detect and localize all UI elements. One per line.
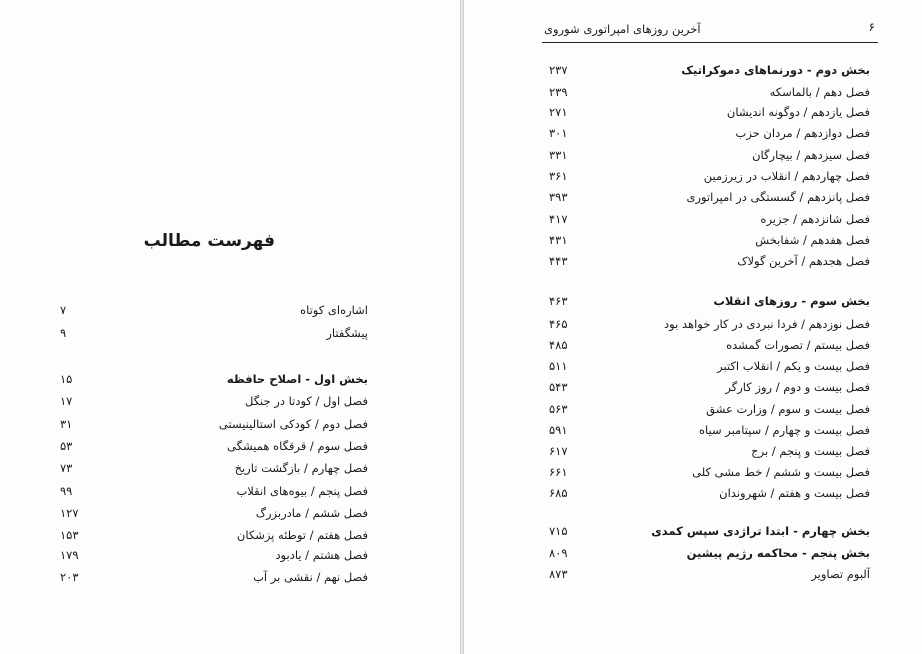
toc-entry-page-number: ۵۹۱ (549, 423, 568, 437)
toc-entry-page-number: ۷ (60, 303, 67, 317)
toc-entry-page-number: ۲۳۷ (549, 63, 568, 77)
toc-chapter-row (464, 85, 922, 105)
toc-entry-page-number: ۷۳ (60, 461, 73, 475)
toc-entry-label: فصل هشتم / یادبود (275, 548, 368, 562)
toc-entry-page-number: ۳۶۱ (549, 169, 568, 183)
toc-entry-page-number: ۵۴۳ (549, 380, 568, 394)
toc-section-row (464, 546, 922, 566)
toc-entry-label: فصل بیست و پنجم / برج (751, 444, 870, 458)
toc-entry-label: فصل بیست و دوم / روز کارگر (725, 380, 870, 394)
right-page (463, 0, 922, 654)
toc-entry-page-number: ۵۳ (60, 439, 73, 453)
toc-entry-page-number: ۱۷۹ (60, 548, 79, 562)
toc-chapter-row (0, 326, 460, 346)
toc-entry-label: بخش اول - اصلاح حافظه (226, 372, 368, 386)
toc-entry-label: فصل هجدهم / آخرین گولاک (737, 254, 870, 268)
toc-section-row (464, 524, 922, 544)
toc-entry-page-number: ۷۱۵ (549, 524, 568, 538)
toc-entry-page-number: ۱۷ (60, 394, 73, 408)
page-number: ۶ (868, 20, 875, 34)
toc-entry-label: فصل بیست و یکم / انقلاب اکتبر (717, 359, 870, 373)
toc-entry-label: آلبوم تصاویر (811, 567, 870, 581)
toc-entry-page-number: ۳۳۱ (549, 148, 568, 162)
toc-entry-label: اشاره‌ای کوتاه (300, 303, 368, 317)
toc-entry-page-number: ۶۶۱ (549, 465, 568, 479)
toc-entry-page-number: ۱۲۷ (60, 506, 79, 520)
toc-entry-label: فصل سیزدهم / بیچارگان (752, 148, 870, 162)
toc-entry-label: بخش چهارم - ابتدا تراژدی سپس کمدی (651, 524, 870, 538)
toc-entry-label: فصل هفدهم / شفابخش (755, 233, 870, 247)
toc-chapter-row (464, 567, 922, 587)
toc-entry-label: فصل دوازدهم / مردان حزب (735, 126, 870, 140)
toc-entry-label: بخش دوم - دورنماهای دموکراتیک (681, 63, 870, 77)
toc-chapter-row (464, 465, 922, 485)
toc-entry-label: فصل بیست و چهارم / سپتامبر سیاه (698, 423, 870, 437)
toc-entry-label: فصل دوم / کودکی استالینیستی (218, 417, 368, 431)
toc-section-row (464, 63, 922, 83)
toc-chapter-row (464, 169, 922, 189)
toc-chapter-row (0, 548, 460, 568)
toc-entry-label: فصل بیست و ششم / خط مشی کلی (692, 465, 870, 479)
toc-entry-label: فصل دهم / بالماسکه (769, 85, 870, 99)
toc-entry-page-number: ۱۵ (60, 372, 73, 386)
toc-entry-page-number: ۴۶۵ (549, 317, 568, 331)
toc-entry-page-number: ۴۱۷ (549, 212, 568, 226)
toc-entry-label: فصل یازدهم / دوگونه اندیشان (726, 105, 870, 119)
header-rule (542, 42, 878, 43)
toc-entry-label: فصل نهم / نقشی بر آب (253, 570, 368, 584)
toc-section-row (0, 372, 460, 392)
toc-chapter-row (464, 148, 922, 168)
toc-entry-label: فصل سوم / قرقگاه همیشگی (227, 439, 368, 453)
toc-entry-page-number: ۸۷۳ (549, 567, 568, 581)
toc-entry-label: فصل اول / کودتا در جنگل (245, 394, 368, 408)
toc-entry-page-number: ۶۱۷ (549, 444, 568, 458)
toc-chapter-row (0, 394, 460, 414)
toc-entry-page-number: ۴۶۳ (549, 294, 568, 308)
toc-chapter-row (464, 190, 922, 210)
toc-chapter-row (464, 254, 922, 274)
toc-entry-label: فصل هفتم / توطئه پزشکان (236, 528, 368, 542)
toc-section-row (464, 294, 922, 314)
toc-entry-label: فصل چهاردهم / انقلاب در زیرزمین (703, 169, 870, 183)
toc-entry-label: بخش پنجم - محاکمه رژیم پیشین (686, 546, 870, 560)
toc-chapter-row (464, 359, 922, 379)
toc-entry-label: پیشگفتار (326, 326, 368, 340)
toc-chapter-row (464, 338, 922, 358)
toc-chapter-row (464, 317, 922, 337)
toc-entry-page-number: ۲۳۹ (549, 85, 568, 99)
toc-entry-page-number: ۴۸۵ (549, 338, 568, 352)
toc-entry-label: فصل شانزدهم / جزیره (760, 212, 870, 226)
toc-chapter-row (464, 212, 922, 232)
toc-chapter-row (0, 461, 460, 481)
toc-entry-label: فصل ششم / مادربزرگ (255, 506, 368, 520)
toc-chapter-row (464, 423, 922, 443)
toc-entry-label: فصل پنجم / بیوه‌های انقلاب (236, 484, 368, 498)
toc-chapter-row (0, 417, 460, 437)
toc-chapter-row (464, 380, 922, 400)
toc-entry-label: فصل چهارم / بازگشت تاریخ (234, 461, 368, 475)
toc-chapter-row (464, 444, 922, 464)
toc-chapter-row (464, 233, 922, 253)
toc-entry-label: فصل بیست و سوم / وزارت عشق (706, 402, 870, 416)
toc-chapter-row (0, 439, 460, 459)
toc-entry-page-number: ۲۷۱ (549, 105, 568, 119)
toc-entry-page-number: ۶۸۵ (549, 486, 568, 500)
toc-entry-label: بخش سوم - روزهای انقلاب (713, 294, 870, 308)
toc-chapter-row (464, 126, 922, 146)
toc-entry-label: فصل پانزدهم / گسستگی در امپراتوری (686, 190, 870, 204)
toc-chapter-row (464, 486, 922, 506)
toc-entry-page-number: ۴۳۱ (549, 233, 568, 247)
toc-entry-label: فصل نوزدهم / فردا نبردی در کار خواهد بود (664, 317, 870, 331)
toc-chapter-row (0, 484, 460, 504)
toc-chapter-row (0, 570, 460, 590)
toc-entry-page-number: ۳۱ (60, 417, 73, 431)
toc-entry-page-number: ۳۹۳ (549, 190, 568, 204)
toc-entry-page-number: ۸۰۹ (549, 546, 568, 560)
toc-entry-page-number: ۱۵۳ (60, 528, 79, 542)
toc-entry-page-number: ۳۰۱ (549, 126, 568, 140)
toc-entry-page-number: ۴۴۳ (549, 254, 568, 268)
toc-chapter-row (464, 105, 922, 125)
toc-chapter-row (0, 506, 460, 526)
toc-title: فهرست مطالب (143, 231, 275, 251)
running-head: آخرین روزهای امپراتوری شوروی (544, 22, 701, 36)
toc-entry-page-number: ۹۹ (60, 484, 73, 498)
toc-chapter-row (0, 303, 460, 323)
toc-entry-page-number: ۹ (60, 326, 67, 340)
toc-entry-page-number: ۵۶۳ (549, 402, 568, 416)
toc-chapter-row (464, 402, 922, 422)
toc-entry-page-number: ۲۰۳ (60, 570, 79, 584)
toc-entry-page-number: ۵۱۱ (549, 359, 568, 373)
toc-chapter-row (0, 528, 460, 548)
toc-entry-label: فصل بیستم / تصورات گمشده (726, 338, 870, 352)
toc-entry-label: فصل بیست و هفتم / شهروندان (719, 486, 870, 500)
